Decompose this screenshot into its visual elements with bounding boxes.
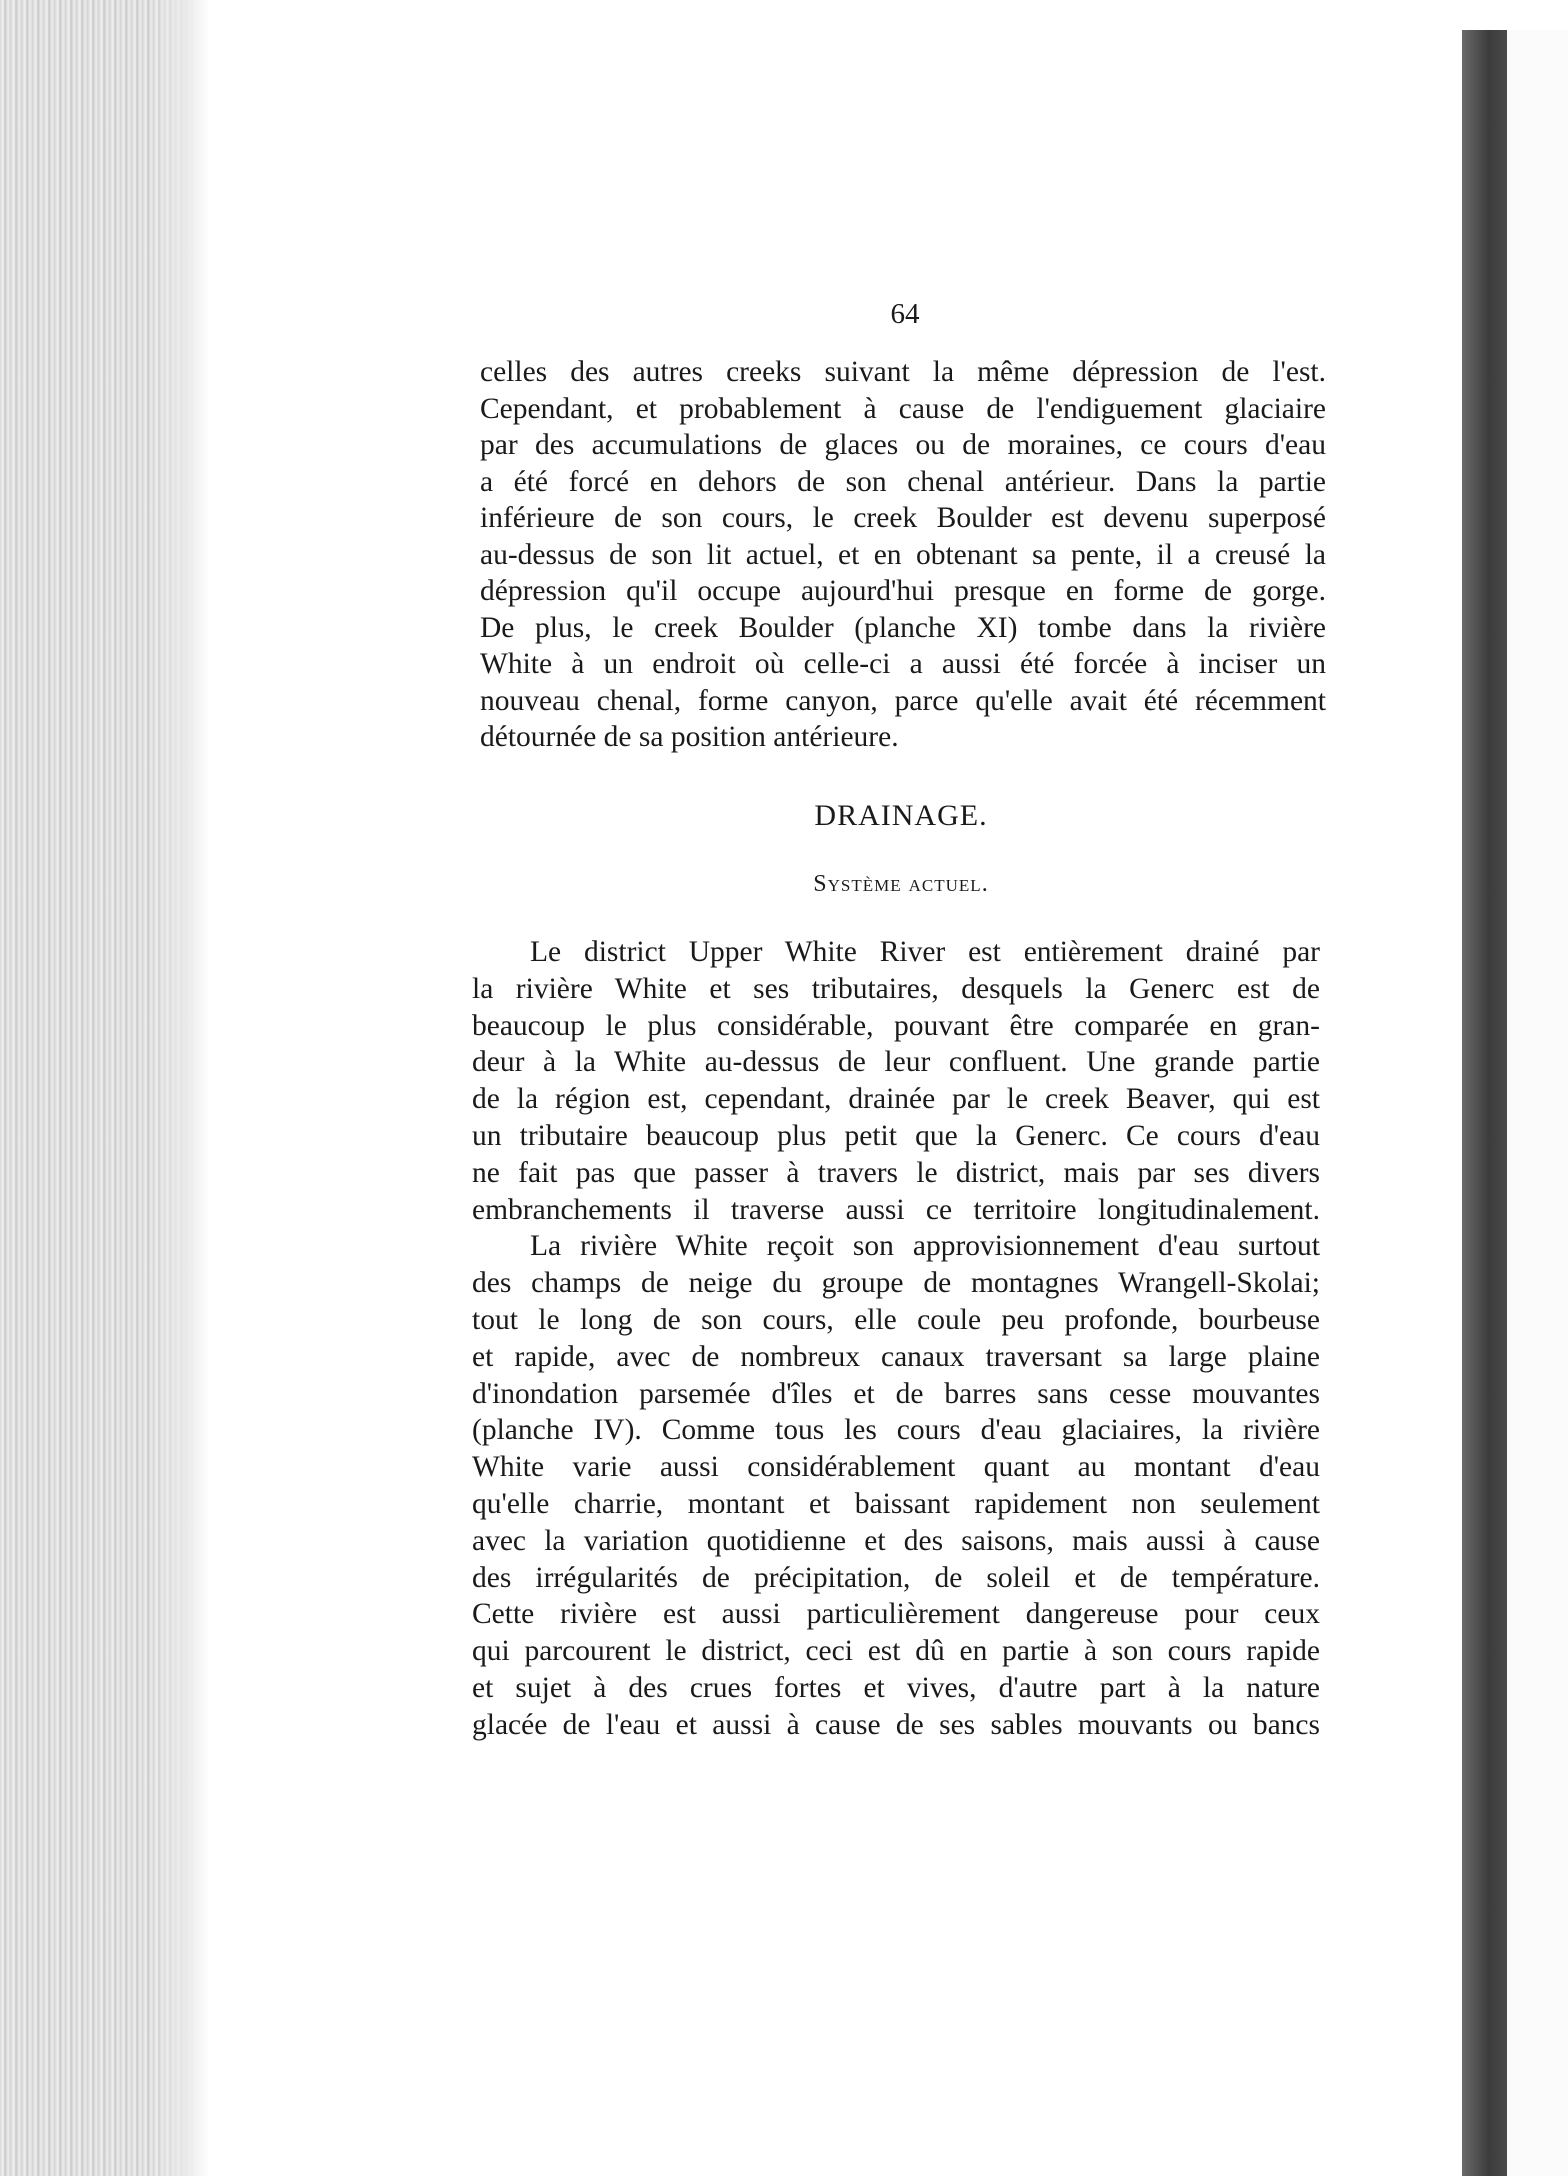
text-line: Cette rivière est aussi particulièrement dangereuse pour ceux bbox=[472, 1598, 1320, 1631]
scanner-margin bbox=[1507, 30, 1568, 2176]
paragraph-boulder-creek bbox=[480, 354, 1326, 756]
text-line: un tributaire beaucoup plus petit que la Generc. Ce cours d'eau bbox=[472, 1119, 1320, 1152]
text-line: ne fait pas que passer à travers le district, mais par ses divers bbox=[472, 1156, 1320, 1189]
text-line: a été forcé en dehors de son chenal antérieur. Dans la partie bbox=[480, 465, 1326, 498]
text-line: nouveau chenal, forme canyon, parce qu'elle avait été récemment bbox=[480, 684, 1326, 717]
text-line: inférieure de son cours, le creek Boulder est devenu superposé bbox=[480, 502, 1326, 534]
text-line: tout le long de son cours, elle coule peu profonde, bourbeuse bbox=[472, 1303, 1320, 1336]
text-line: Le district Upper White River est entièrement drainé par bbox=[530, 936, 1320, 968]
text-line: d'inondation parsemée d'îles et de barres sans cesse mouvantes bbox=[472, 1377, 1320, 1410]
text-line: détournée de sa position antérieure. bbox=[480, 721, 899, 753]
text-line: et rapide, avec de nombreux canaux traversant sa large plaine bbox=[472, 1340, 1320, 1373]
text-line: beaucoup le plus considérable, pouvant être comparée en gran- bbox=[472, 1009, 1320, 1042]
text-line: qu'elle charrie, montant et baissant rapidement non seulement bbox=[472, 1487, 1320, 1520]
section-heading: DRAINAGE. bbox=[814, 799, 988, 832]
section-subheading: Système actuel. bbox=[813, 871, 989, 897]
paragraph-district-drainage bbox=[472, 934, 1320, 1228]
text-line: qui parcourent le district, ceci est dû en partie à son cours rapide bbox=[472, 1635, 1320, 1668]
text-line: Cependant, et probablement à cause de l'endiguement glaciaire bbox=[480, 392, 1326, 425]
text-line: (planche IV). Comme tous les cours d'eau glaciaires, la rivière bbox=[472, 1414, 1320, 1447]
text-line: des champs de neige du groupe de montagnes Wrangell-Skolai; bbox=[472, 1267, 1320, 1300]
text-line: de la région est, cependant, drainée par le creek Beaver, qui est bbox=[472, 1083, 1320, 1116]
page-number: 64 bbox=[890, 298, 920, 330]
text-line: et sujet à des crues fortes et vives, d'autre part à la nature bbox=[472, 1671, 1320, 1704]
drainage-body bbox=[472, 934, 1320, 1744]
text-line: glacée de l'eau et aussi à cause de ses sables mouvants ou bancs bbox=[472, 1708, 1320, 1741]
text-line: embranchements il traverse aussi ce territoire longitudinalement. bbox=[472, 1193, 1320, 1226]
text-line: dépression qu'il occupe aujourd'hui presque en forme de gorge. bbox=[480, 575, 1326, 607]
text-line: par des accumulations de glaces ou de moraines, ce cours d'eau bbox=[480, 429, 1326, 461]
scanner-dark-edge bbox=[1462, 30, 1507, 2176]
text-line: la rivière White et ses tributaires, desquels la Generc est de bbox=[472, 972, 1320, 1005]
text-line: deur à la White au-dessus de leur confluent. Une grande partie bbox=[472, 1046, 1320, 1079]
text-line: des irrégularités de précipitation, de soleil et de température. bbox=[472, 1561, 1320, 1594]
text-line: De plus, le creek Boulder (planche XI) tombe dans la rivière bbox=[480, 611, 1326, 644]
text-line: White à un endroit où celle-ci a aussi été forcée à inciser un bbox=[480, 648, 1326, 680]
text-line: La rivière White reçoit son approvisionnement d'eau surtout bbox=[530, 1230, 1320, 1263]
paragraph-white-river bbox=[472, 1228, 1320, 1743]
text-line: celles des autres creeks suivant la même dépression de l'est. bbox=[480, 356, 1326, 388]
text-line: au-dessus de son lit actuel, et en obtenant sa pente, il a creusé la bbox=[480, 538, 1326, 571]
text-line: avec la variation quotidienne et des saisons, mais aussi à cause bbox=[472, 1524, 1320, 1557]
text-line: White varie aussi considérablement quant au montant d'eau bbox=[472, 1451, 1320, 1484]
